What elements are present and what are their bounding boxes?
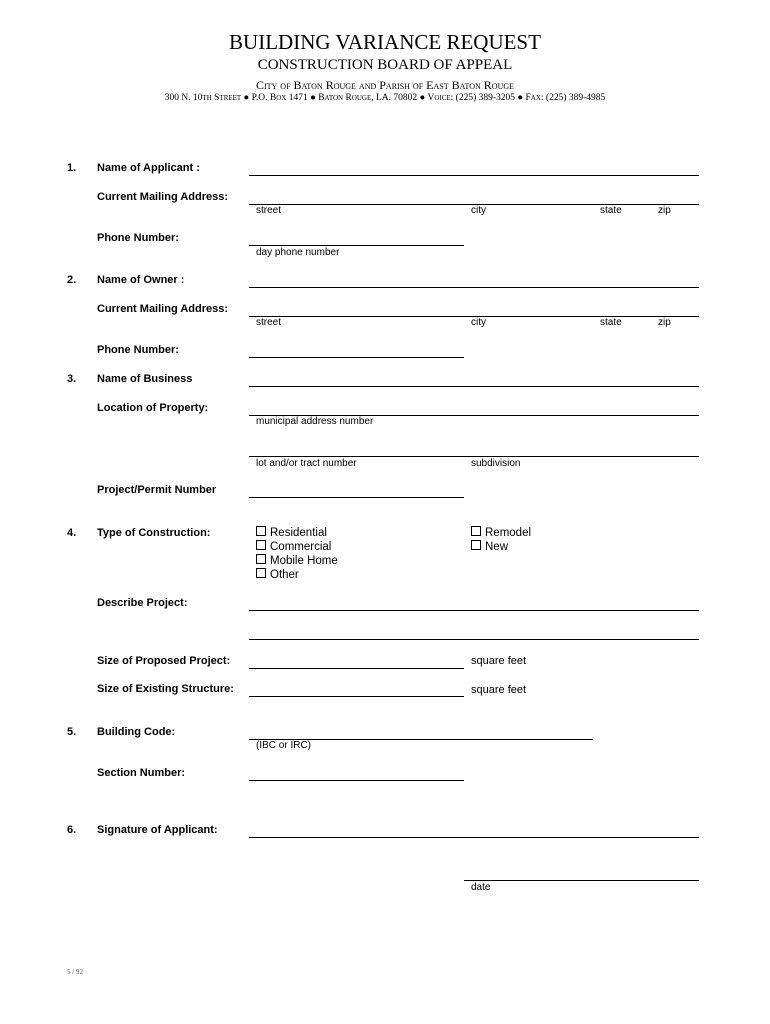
owner-mailing-label: Current Mailing Address:	[97, 303, 228, 315]
applicant-mailing-label: Current Mailing Address:	[97, 191, 228, 203]
permit-number-label: Project/Permit Number	[97, 484, 217, 496]
owner-state-hint: state	[600, 317, 622, 328]
mobile-home-checkbox[interactable]	[256, 554, 266, 564]
lot-tract-hint: lot and/or tract number	[256, 458, 357, 469]
signature-field[interactable]	[249, 837, 699, 838]
applicant-name-label: Name of Applicant :	[97, 162, 200, 174]
form-subtitle: CONSTRUCTION BOARD OF APPEAL	[257, 57, 513, 73]
residential-checkbox[interactable]	[256, 526, 266, 536]
section-number-label: Section Number:	[97, 767, 186, 779]
owner-name-label: Name of Owner :	[97, 274, 185, 286]
commercial-label: Commercial	[270, 541, 332, 553]
option-remodel[interactable]	[471, 526, 531, 539]
existing-size-label: Size of Existing Structure:	[97, 683, 234, 695]
business-name-field[interactable]	[249, 386, 699, 387]
office-address-line: 300 N. 10th Street ● P.O. Box 1471 ● Baton Rouge, LA. 70802 ● Voice: (225) 389-3205 ● Fax: (225) 389-4985	[164, 93, 606, 103]
permit-number-field[interactable]	[249, 497, 464, 498]
page-code: 5 / 92	[67, 968, 83, 976]
section-number-3: 3.	[67, 373, 77, 385]
describe-project-field-1[interactable]	[249, 610, 699, 611]
describe-project-field-2[interactable]	[249, 639, 699, 640]
new-label: New	[485, 541, 509, 553]
existing-size-field[interactable]	[249, 696, 464, 697]
other-checkbox[interactable]	[256, 568, 266, 578]
code-section-field[interactable]	[249, 780, 464, 781]
option-residential[interactable]	[256, 526, 327, 539]
applicant-zip-hint: zip	[658, 205, 671, 216]
describe-project-label: Describe Project:	[97, 597, 188, 609]
signature-label: Signature of Applicant:	[97, 824, 218, 836]
municipal-address-hint: municipal address number	[256, 416, 374, 427]
section-number-4: 4.	[67, 527, 77, 539]
residential-label: Residential	[270, 527, 327, 539]
applicant-phone-label: Phone Number:	[97, 232, 179, 244]
date-field[interactable]	[464, 880, 699, 881]
mobile-home-label: Mobile Home	[270, 555, 338, 567]
other-label: Other	[270, 569, 299, 581]
date-hint: date	[471, 882, 491, 893]
remodel-label: Remodel	[485, 527, 532, 539]
form-title: BUILDING VARIANCE REQUEST	[229, 30, 541, 54]
proposed-size-field[interactable]	[249, 668, 464, 669]
applicant-city-hint: city	[471, 205, 486, 216]
owner-city-hint: city	[471, 317, 486, 328]
option-other[interactable]	[256, 568, 299, 581]
building-code-label: Building Code:	[97, 726, 176, 738]
subdivision-hint: subdivision	[471, 458, 521, 469]
building-code-hint: (IBC or IRC)	[256, 740, 311, 751]
commercial-checkbox[interactable]	[256, 540, 266, 550]
business-name-label: Name of Business	[97, 373, 193, 385]
construction-type-label: Type of Construction:	[97, 527, 211, 539]
section-number-5: 5.	[67, 726, 77, 738]
applicant-phone-field[interactable]	[249, 245, 464, 246]
existing-square-feet-unit: square feet	[471, 684, 527, 696]
day-phone-hint: day phone number	[256, 247, 340, 258]
section-number-1: 1.	[67, 162, 77, 174]
owner-phone-label: Phone Number:	[97, 344, 179, 356]
option-mobile-home[interactable]	[256, 554, 338, 567]
owner-street-hint: street	[256, 317, 282, 328]
applicant-name-field[interactable]	[249, 175, 699, 176]
applicant-street-hint: street	[256, 205, 282, 216]
section-number-6: 6.	[67, 824, 77, 836]
section-number-2: 2.	[67, 274, 77, 286]
proposed-size-label: Size of Proposed Project:	[97, 655, 231, 667]
city-parish-line: City of Baton Rouge and Parish of East Baton Rouge	[255, 78, 515, 92]
property-location-label: Location of Property:	[97, 402, 209, 414]
option-new[interactable]	[471, 540, 508, 553]
option-commercial[interactable]	[256, 540, 331, 553]
owner-phone-field[interactable]	[249, 357, 464, 358]
owner-zip-hint: zip	[658, 317, 671, 328]
proposed-square-feet-unit: square feet	[471, 655, 527, 667]
owner-name-field[interactable]	[249, 287, 699, 288]
new-checkbox[interactable]	[471, 540, 481, 550]
applicant-state-hint: state	[600, 205, 622, 216]
lot-subdivision-field[interactable]	[249, 456, 699, 457]
remodel-checkbox[interactable]	[471, 526, 481, 536]
